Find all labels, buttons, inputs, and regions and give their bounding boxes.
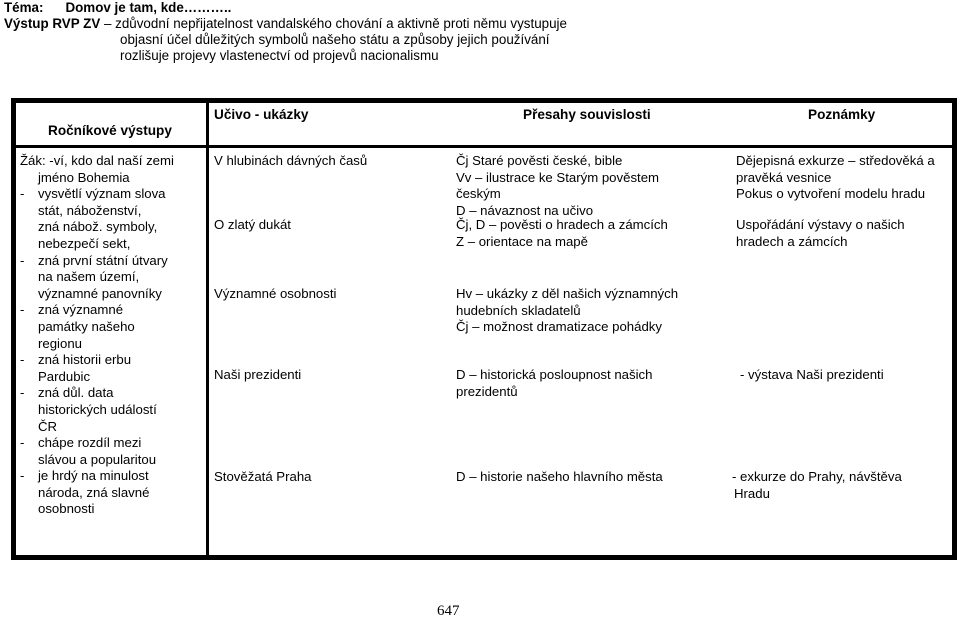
poznamky-line: Pokus o vytvoření modelu hradu: [736, 186, 926, 202]
outcome-item-cont: Pardubic: [38, 368, 91, 384]
poznamky-line: Hradu: [734, 485, 770, 501]
presahy-line: Vv – ilustrace ke Starým pověstem: [456, 169, 660, 185]
topic-line: [4, 0, 954, 16]
outcome-item-cont: historických událostí: [38, 401, 157, 417]
curriculum-table: [11, 98, 957, 560]
column-divider: [206, 103, 209, 555]
outcome-item-cont: osobnosti: [38, 501, 95, 517]
presahy-line: D – historická posloupnost našich: [456, 367, 653, 382]
outcome-item: - chápe rozdíl mezi: [20, 435, 142, 451]
presahy-cell: D – historie našeho hlavního města: [456, 469, 663, 484]
rocnikove-vystupy-cell: [20, 153, 200, 518]
poznamky-cell: [732, 469, 902, 502]
rvp-output-line: [4, 16, 954, 32]
outcome-item-cont: významné panovníky: [38, 285, 162, 301]
header-poznamky: Poznámky: [808, 107, 876, 122]
outcome-item-cont: stát, náboženství,: [38, 202, 142, 218]
poznamky-line: pravěká vesnice: [736, 169, 832, 185]
outcome-intro: Žák: -ví, kdo dal naší zemi: [20, 153, 174, 168]
presahy-line: Čj Staré pověsti české, bible: [456, 153, 623, 168]
rvp-output-text-1: – zdůvodní nepřijatelnost vandalského chování a aktivně proti němu vystupuje: [100, 16, 567, 31]
outcome-item: - vysvětlí význam slova: [20, 186, 166, 202]
presahy-cell: [456, 367, 652, 400]
topic-label: Téma:: [4, 0, 44, 15]
outcome-item: - zná důl. data: [20, 385, 114, 401]
page-number: 647: [437, 603, 460, 619]
presahy-line: Hv – ukázky z děl našich významných: [456, 286, 679, 301]
outcome-item-cont: zná nábož. symboly,: [38, 219, 158, 235]
poznamky-cell: [736, 153, 935, 203]
outcome-item-cont: ČR: [38, 418, 58, 434]
ucivo-cell: V hlubinách dávných časů: [214, 153, 368, 168]
presahy-line: D – návaznost na učivo: [456, 202, 594, 218]
presahy-line: Čj – možnost dramatizace pohádky: [456, 319, 662, 335]
outcome-item: - zná významné: [20, 302, 124, 318]
document-header: [4, 0, 954, 64]
ucivo-cell: O zlatý dukát: [214, 217, 291, 232]
outcome-item-cont: regionu: [38, 335, 82, 351]
poznamky-line: hradech a zámcích: [736, 233, 848, 249]
poznamky-cell: [736, 217, 905, 250]
presahy-line: prezidentů: [456, 383, 518, 399]
presahy-line: Čj, D – pověsti o hradech a zámcích: [456, 217, 668, 232]
outcome-item-cont: národa, zná slavné: [38, 484, 150, 500]
presahy-line: českým: [456, 186, 501, 202]
outcome-item: - zná první státní útvary: [20, 252, 168, 268]
rvp-output-text-3: rozlišuje projevy vlastenectví od projevů nacionalismu: [120, 48, 439, 63]
poznamky-line: Dějepisná exkurze – středověká a: [736, 153, 935, 168]
presahy-cell: [456, 286, 678, 336]
outcome-item: - je hrdý na minulost: [20, 468, 149, 484]
poznamky-line: Uspořádání výstavy o našich: [736, 217, 905, 232]
outcome-item-cont: památky našeho: [38, 318, 135, 334]
header-ucivo: Učivo - ukázky: [214, 107, 309, 122]
presahy-line: hudebních skladatelů: [456, 302, 581, 318]
outcome-intro-cont: jméno Bohemia: [38, 169, 130, 185]
header-rocnikove-vystupy: Ročníkové výstupy: [48, 123, 172, 138]
poznamky-line: - exkurze do Prahy, návštěva: [732, 469, 902, 484]
presahy-cell: [456, 217, 668, 250]
outcome-item-cont: na našem území,: [38, 269, 140, 285]
poznamky-cell: - výstava Naši prezidenti: [740, 367, 884, 382]
ucivo-cell: Stověžatá Praha: [214, 469, 312, 484]
presahy-cell: [456, 153, 659, 219]
presahy-line: Z – orientace na mapě: [456, 233, 588, 249]
outcome-item-cont: slávou a popularitou: [38, 451, 157, 467]
rvp-output-text-2: objasní účel důležitých symbolů našeho státu a způsoby jejich používání: [120, 32, 550, 47]
ucivo-cell: Naši prezidenti: [214, 367, 302, 382]
outcome-item: - zná historii erbu: [20, 352, 132, 368]
header-row-divider: [16, 145, 952, 148]
ucivo-cell: Významné osobnosti: [214, 286, 337, 301]
topic-value: Domov je tam, kde………..: [65, 0, 232, 15]
outcome-item-cont: nebezpečí sekt,: [38, 235, 131, 251]
header-presahy: Přesahy souvislosti: [523, 107, 651, 122]
rvp-output-label: Výstup RVP ZV: [4, 16, 101, 31]
